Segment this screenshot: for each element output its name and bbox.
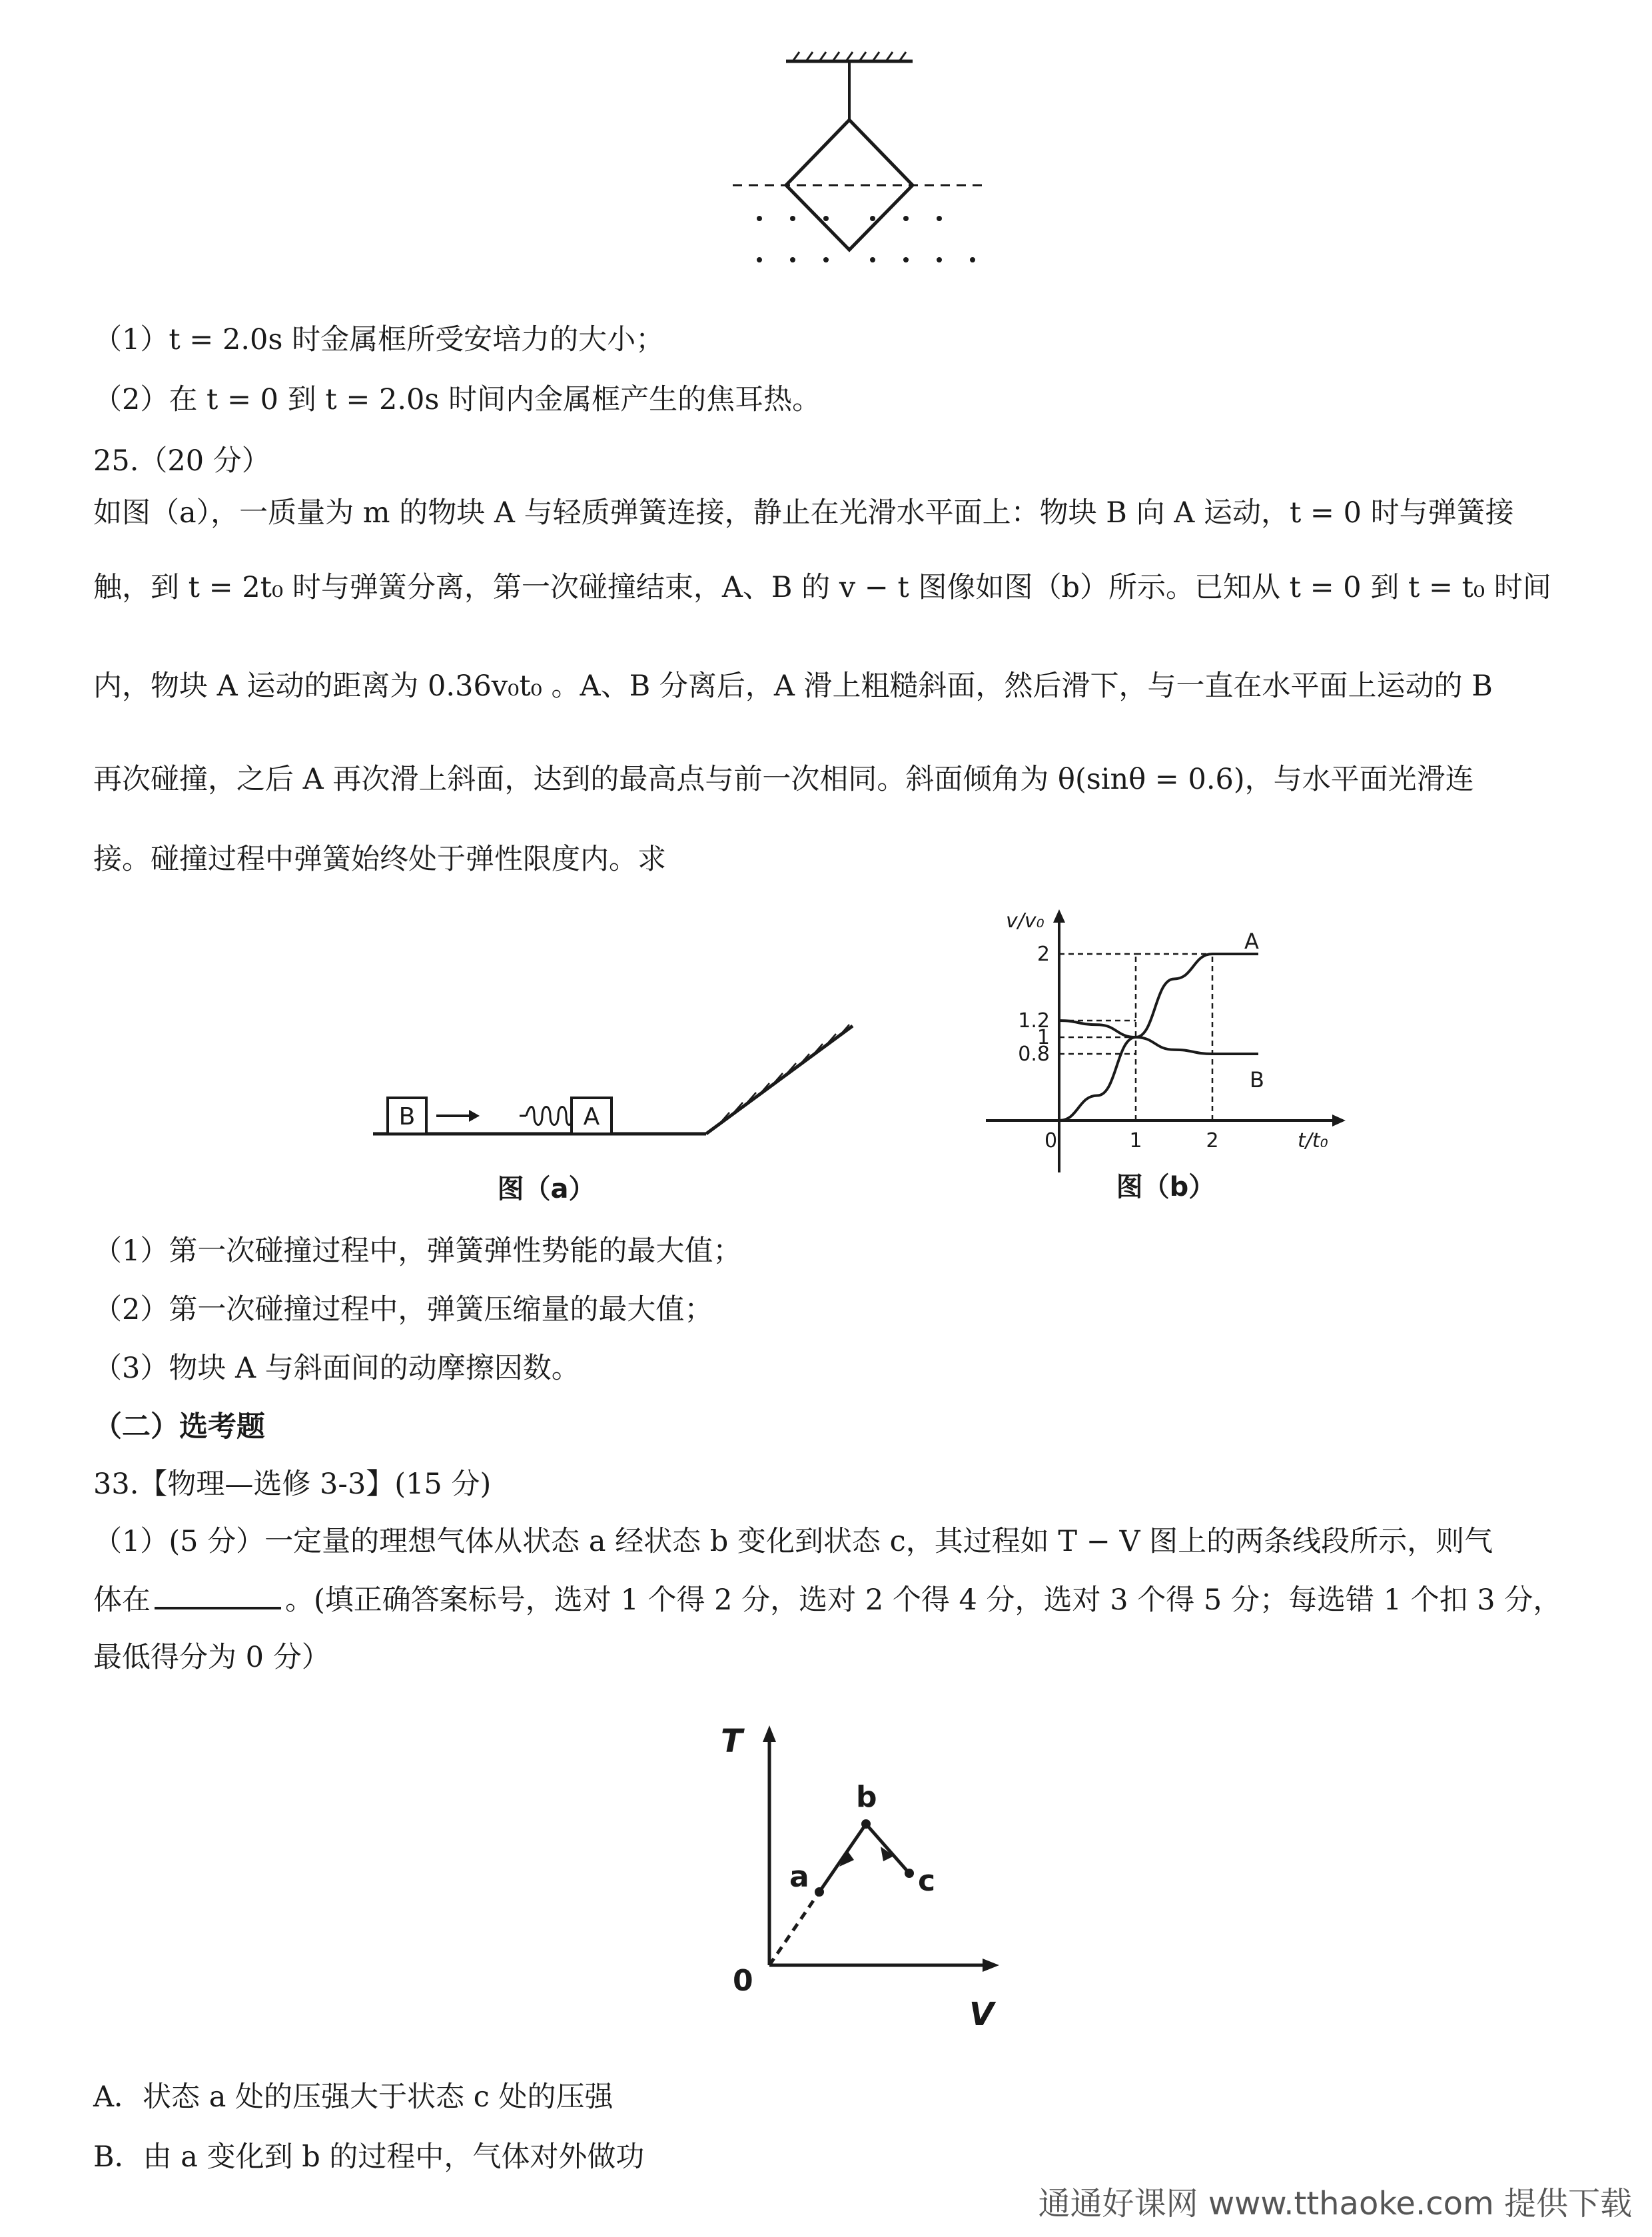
chart-ylabel: v/v₀	[1006, 909, 1044, 933]
q33-para-1: （1）(5 分）一定量的理想气体从状态 a 经状态 b 变化到状态 c，其过程如 T − V 图上的两条线段所示，则气	[93, 1525, 1493, 1558]
option-b: B．由 a 变化到 b 的过程中，气体对外做功	[93, 2140, 645, 2174]
v-axis-label: V	[969, 1996, 995, 2033]
q25-sub3: （3）物块 A 与斜面间的动摩擦因数。	[93, 1352, 580, 1385]
q33-para-3: 最低得分为 0 分）	[93, 1641, 330, 1674]
q25-para-5: 接。碰撞过程中弹簧始终处于弹性限度内。求	[93, 843, 666, 876]
figure-tv-diagram	[706, 1712, 1052, 2052]
q33-para-2-end: 。(填正确答案标号，选对 1 个得 2 分，选对 2 个得 4 分，选对 3 个得 5 分；每选错 1 个扣 3 分，	[285, 1583, 1562, 1617]
answer-blank[interactable]	[155, 1580, 281, 1609]
q33-para-2-start: 体在	[93, 1583, 151, 1617]
figure-a-blocks-incline	[360, 1013, 873, 1212]
q25-sub1: （1）第一次碰撞过程中，弹簧弹性势能的最大值；	[93, 1234, 742, 1268]
x-tick-label: 2	[1206, 1129, 1219, 1152]
q25-para-3: 内，物块 A 运动的距离为 0.36v₀t₀ 。A、B 分离后，A 滑上粗糙斜面，然后滑下，与一直在水平面上运动的 B	[93, 670, 1493, 703]
q25-para-1: 如图（a），一质量为 m 的物块 A 与轻质弹簧连接，静止在光滑水平面上：物块 B 向 A 运动，t = 0 时与弹簧接	[93, 496, 1514, 530]
q25-para-2: 触，到 t = 2t₀ 时与弹簧分离，第一次碰撞结束，A、B 的 v − t 图像如图（b）所示。已知从 t = 0 到 t = t₀ 时间	[93, 571, 1551, 604]
q25-sub2: （2）第一次碰撞过程中，弹簧压缩量的最大值；	[93, 1293, 713, 1326]
q33-para-2	[93, 1580, 1632, 1620]
option-a: A．状态 a 处的压强大于状态 c 处的压强	[93, 2080, 614, 2114]
y-tick-label: 1.2	[1018, 1009, 1050, 1033]
q24-sub1: （1）t = 2.0s 时金属框所受安培力的大小；	[93, 323, 665, 356]
block-b-label: B	[398, 1103, 416, 1130]
q33-header: 33.【物理—选修 3-3】(15 分)	[93, 1468, 492, 1501]
section-title: （二）选考题	[93, 1410, 265, 1444]
x-axis-arrow	[1332, 1115, 1346, 1126]
block-a-label: A	[583, 1103, 600, 1130]
tv-origin-label: 0	[733, 1964, 753, 1998]
figure-hanging-loop	[699, 40, 1032, 286]
figure-b-vt-chart	[973, 899, 1359, 1212]
y-tick-label: 1	[1036, 1026, 1050, 1049]
t-axis-label: T	[721, 1723, 743, 1760]
watermark-footer: 通通好课网 www.tthaoke.com 提供下载	[1038, 2185, 1632, 2222]
q24-sub2: （2）在 t = 0 到 t = 2.0s 时间内金属框产生的焦耳热。	[93, 383, 821, 416]
y-tick-label: 0.8	[1018, 1043, 1050, 1066]
y-axis-arrow	[1053, 909, 1065, 923]
chart-xlabel: t/t₀	[1298, 1129, 1328, 1152]
series-label-b: B	[1250, 1067, 1264, 1093]
state-a-label: a	[789, 1860, 809, 1894]
state-c-label: c	[918, 1864, 936, 1898]
q25-para-4: 再次碰撞，之后 A 再次滑上斜面，达到的最高点与前一次相同。斜面倾角为 θ(sinθ = 0.6)，与水平面光滑连	[93, 763, 1474, 796]
series-label-a: A	[1244, 929, 1259, 954]
q25-header: 25.（20 分）	[93, 444, 270, 478]
chart-origin-label: 0	[1044, 1129, 1058, 1152]
x-tick-label: 1	[1129, 1129, 1142, 1152]
state-b-label: b	[856, 1780, 877, 1814]
figure-b-caption: 图（b）	[1116, 1172, 1216, 1202]
y-tick-label: 2	[1036, 943, 1050, 966]
figure-a-caption: 图（a）	[497, 1174, 596, 1204]
